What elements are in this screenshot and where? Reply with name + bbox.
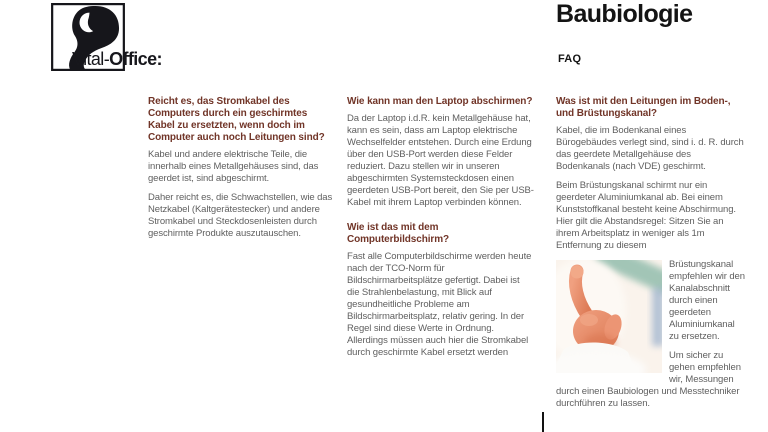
answer-paragraph: Da der Laptop i.d.R. kein Metallgehäuse hat, kann es sein, dass am Laptop elektrische Wechselfelder entstehen. Durch eine Erdung über den USB-Port werden diese Felder reduziert. Dazu stellen wir in unseren abgeschirmten Systemsteckdosen einen geerdeten USB-Port bereit, den Sie per USB-Kabel mit ihrem Laptop verbinden können. [347,113,534,208]
logo-text-vital: Vital- [72,49,110,69]
answer-paragraph: Beim Brüstungskanal schirmt nur ein geerdeter Aluminiumkanal ab. Bei einem Kunststoffkanal besteht keine Abschirmung. Hier gilt die Abstandsregel: Sitzen Sie an ihrem Arbeitsplatz in weniger als 1m Entfernung zu diesem [556,180,736,251]
column-3 [556,92,747,417]
logo-text-office: Office: [109,49,162,69]
column-1 [148,92,335,247]
answer-paragraph: Daher reicht es, die Schwachstellen, wie das Netzkabel (Kaltgerätestecker) und andere Stromkabel und Steckdosenleisten durch geschirmte Produkte auszutauschen. [148,192,333,239]
page-title: Baubiologie [556,0,693,28]
answer-paragraph: Brüstungskanal empfehlen wir den Kanalabschnitt durch einen geerdeten Aluminiumkanal zu ersetzen. [669,259,745,342]
hand-pointing-image [556,260,662,373]
answer-paragraph: Um sicher zu gehen empfehlen wir, Messungen durch einen Baubiologen und Messtechniker durchführen zu lassen. [556,350,741,409]
logo-wordmark [72,49,162,70]
page-crop-mark [542,412,544,432]
answer-paragraph: Kabel, die im Bodenkanal eines Bürogebäudes verlegt sind, sind i. d. R. durch das geerdete Metallgehäuse des Bodenkanals (nach VDE) geschirmt. [556,125,744,172]
column-2 [347,92,534,366]
question-laptop-shielding: Wie kann man den Laptop abschirmen? [347,96,533,107]
page-subtitle-faq: FAQ [558,53,582,65]
question-computer-monitor: Wie ist das mit dem Computerbildschirm? [347,222,449,245]
answer-paragraph: Fast alle Computerbildschirme werden heute nach der TCO-Norm für Bildschirmarbeitsplätze gefertigt. Dabei ist die Strahlenbelastung, mit Blick auf gesundheitliche Probleme am Bildschirmarbeitsplatz, relativ gering. In der Regel sind diese Werte in Ordnung. Allerdings müssen auch hier die Stromkabel durch geschirmte Kabel ersetzt werden [347,251,532,358]
photo-text-wrap-block [556,259,747,410]
question-floor-parapet-duct: Was ist mit den Leitungen im Boden-, und Brüstungskanal? [556,96,731,119]
question-shielded-power-cable: Reicht es, das Stromkabel des Computers durch ein geschirmtes Kabel zu ersetzten, wenn doch im Computer auch noch Leitungen sind? [148,96,325,143]
hand-pointing-photo [556,260,662,373]
answer-paragraph: Kabel und andere elektrische Teile, die innerhalb eines Metallgehäuses sind, das geerdet ist, sind abgeschirmt. [148,149,319,184]
